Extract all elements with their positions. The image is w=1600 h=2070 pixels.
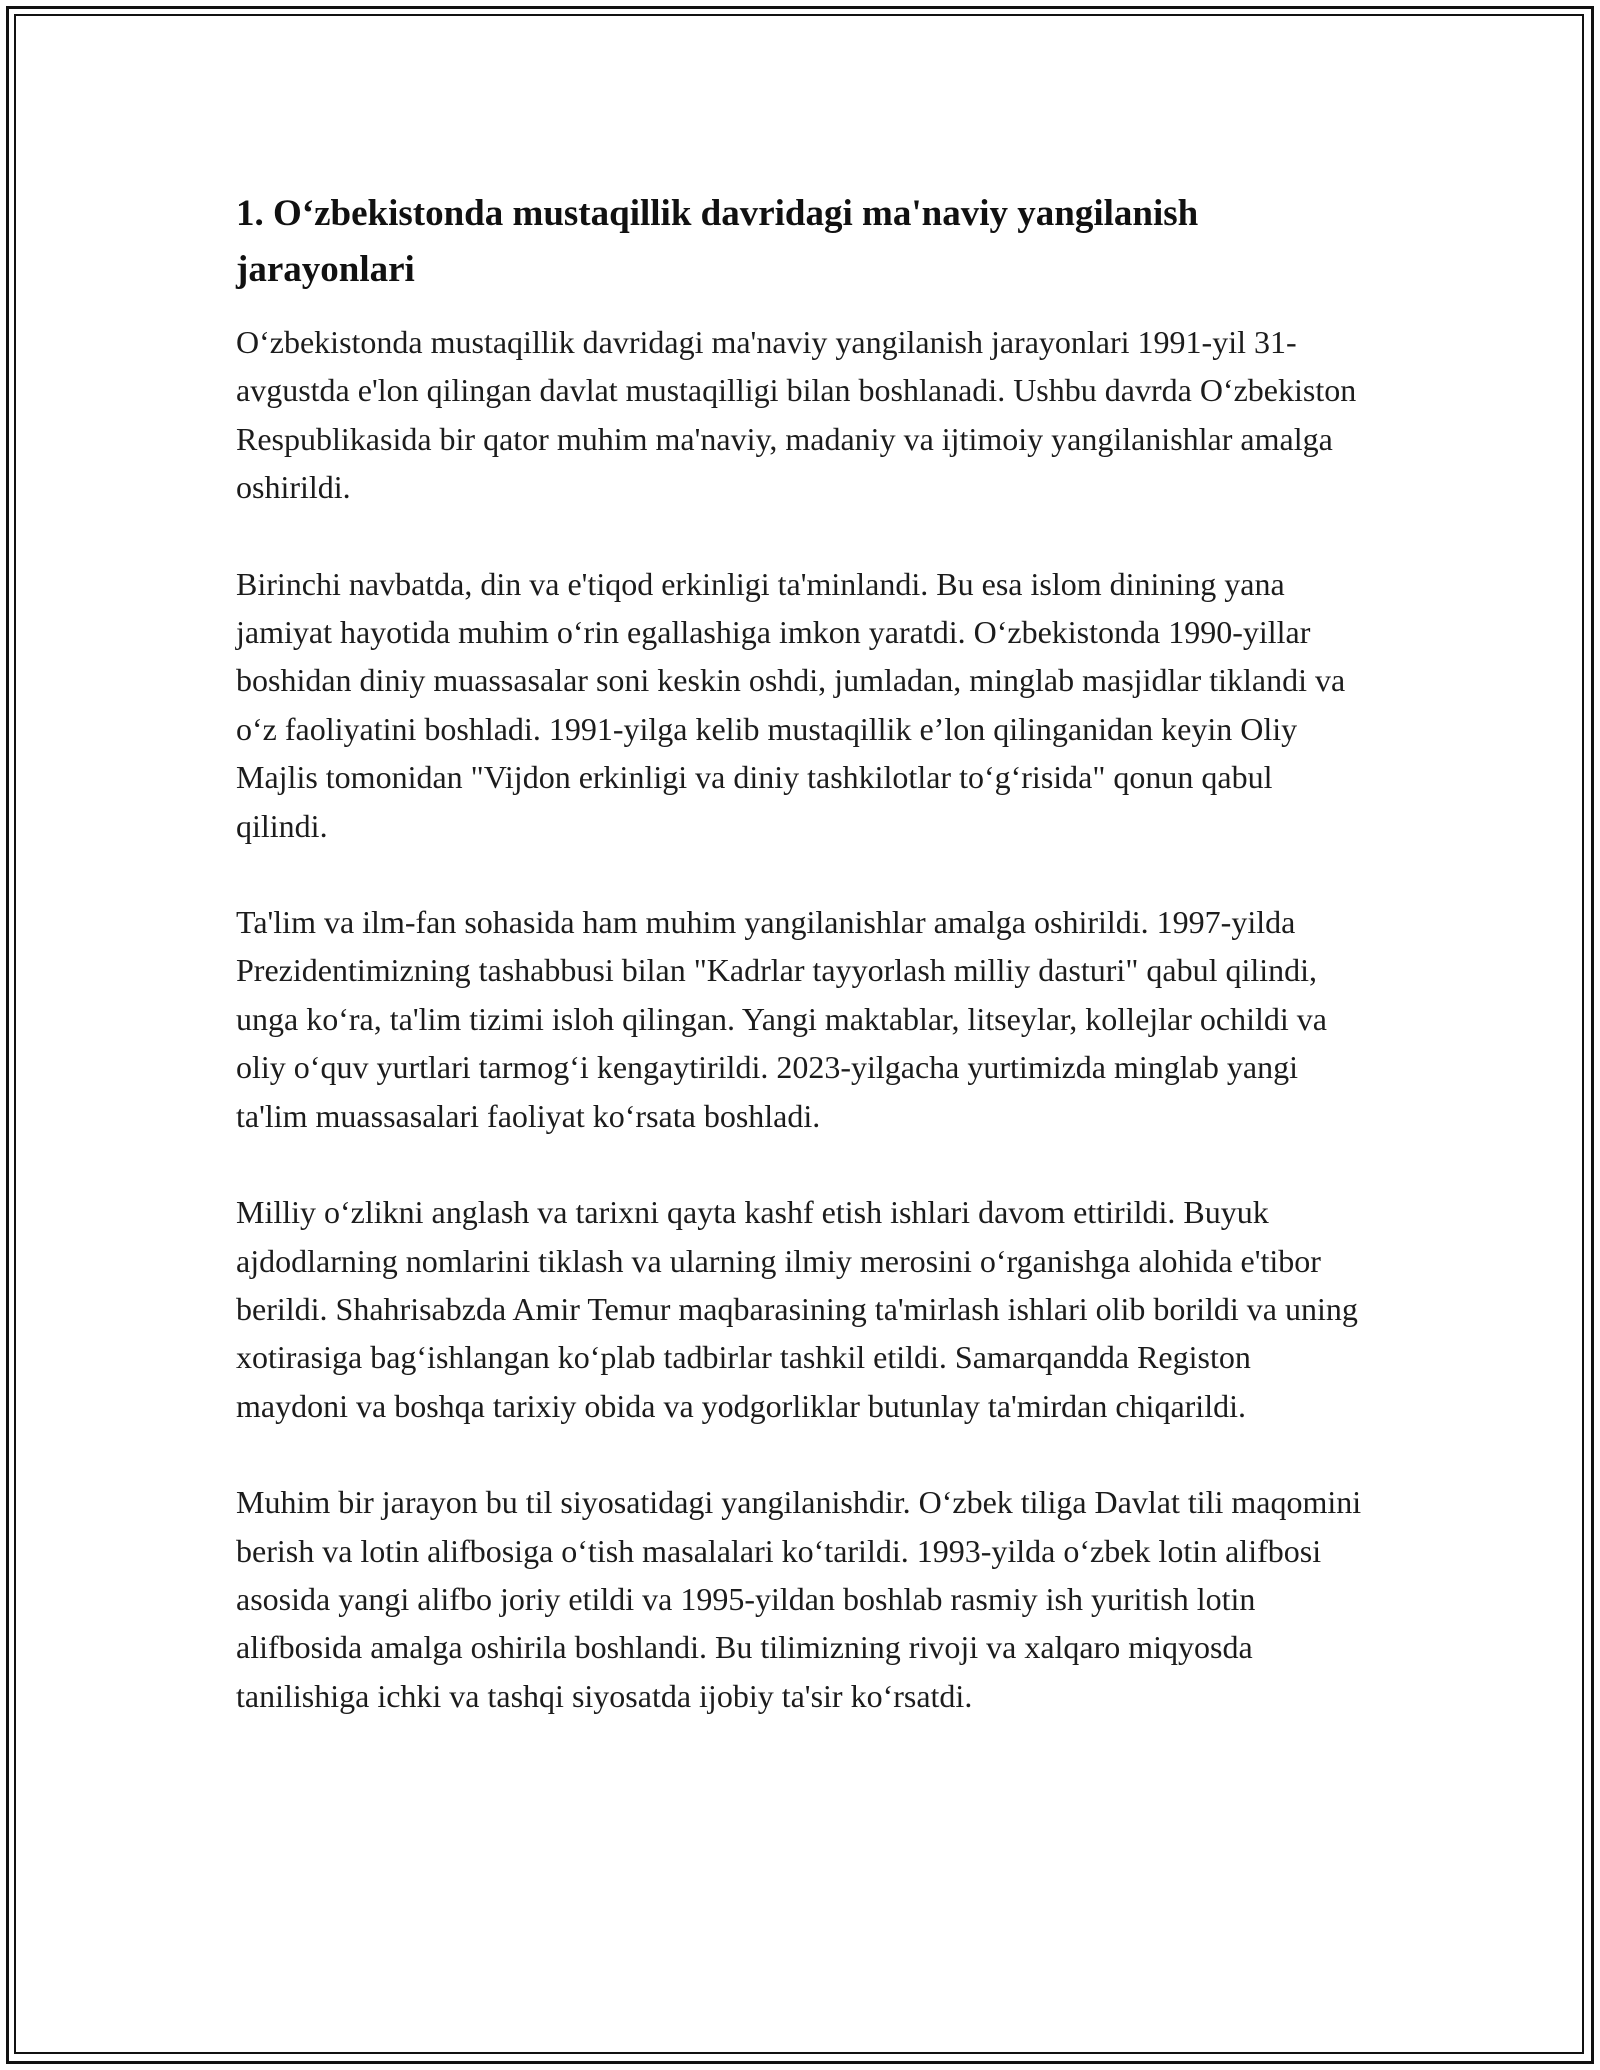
document-body [236,186,1370,1720]
section-heading: 1. O‘zbekistonda mustaqillik davridagi ma'naviy yangilanish jarayonlari [236,193,1199,290]
paragraph-intro: O‘zbekistonda mustaqillik davridagi ma'naviy yangilanish jarayonlari 1991-yil 31-avgustda e'lon qilingan davlat mustaqilligi bilan boshlanadi. Ushbu davrda O‘zbekiston Respublikasida bir qator muhim ma'naviy, madaniy va ijtimoiy yangilanishlar amalga oshirildi. [236,324,1357,506]
paragraph-education: Ta'lim va ilm-fan sohasida ham muhim yangilanishlar amalga oshirildi. 1997-yilda Prezidentimizning tashabbusi bilan "Kadrlar tayyorlash milliy dasturi" qabul qilindi, unga ko‘ra, ta'lim tizimi isloh qilingan. Yangi maktablar, litseylar, kollejlar ochildi va oliy o‘quv yurtlari tarmog‘i kengaytirildi. 2023-yilgacha yurtimizda minglab yangi ta'lim muassasalari faoliyat ko‘rsata boshladi. [236,904,1327,1134]
paragraph-history: Milliy o‘zlikni anglash va tarixni qayta kashf etish ishlari davom ettirildi. Buyuk ajdodlarning nomlarini tiklash va ularning ilmiy merosini o‘rganishga alohida e'tibor berildi. Shahrisabzda Amir Temur maqbarasining ta'mirlash ishlari olib borildi va uning xotirasiga bag‘ishlangan ko‘plab tadbirlar tashkil etildi. Samarqandda Registon maydoni va boshqa tarixiy obida va yodgorliklar butunlay ta'mirdan chiqarildi. [236,1194,1358,1424]
paragraph-language: Muhim bir jarayon bu til siyosatidagi yangilanishdir. O‘zbek tiliga Davlat tili maqomini berish va lotin alifbosiga o‘tish masalalari ko‘tarildi. 1993-yilda o‘zbek lotin alifbosi asosida yangi alifbo joriy etildi va 1995-yildan boshlab rasmiy ish yuritish lotin alifbosida amalga oshirila boshlandi. Bu tilimizning rivoji va xalqaro miqyosda tanilishiga ichki va tashqi siyosatda ijobiy ta'sir ko‘rsatdi. [236,1484,1362,1714]
paragraph-religion: Birinchi navbatda, din va e'tiqod erkinligi ta'minlandi. Bu esa islom dinining yana jamiyat hayotida muhim o‘rin egallashiga imkon yaratdi. O‘zbekistonda 1990-yillar boshidan diniy muassasalar soni keskin oshdi, jumladan, minglab masjidlar tiklandi va o‘z faoliyatini boshladi. 1991-yilga kelib mustaqillik e’lon qilinganidan keyin Oliy Majlis tomonidan "Vijdon erkinligi va diniy tashkilotlar to‘g‘risida" qonun qabul qilindi. [236,565,1346,844]
